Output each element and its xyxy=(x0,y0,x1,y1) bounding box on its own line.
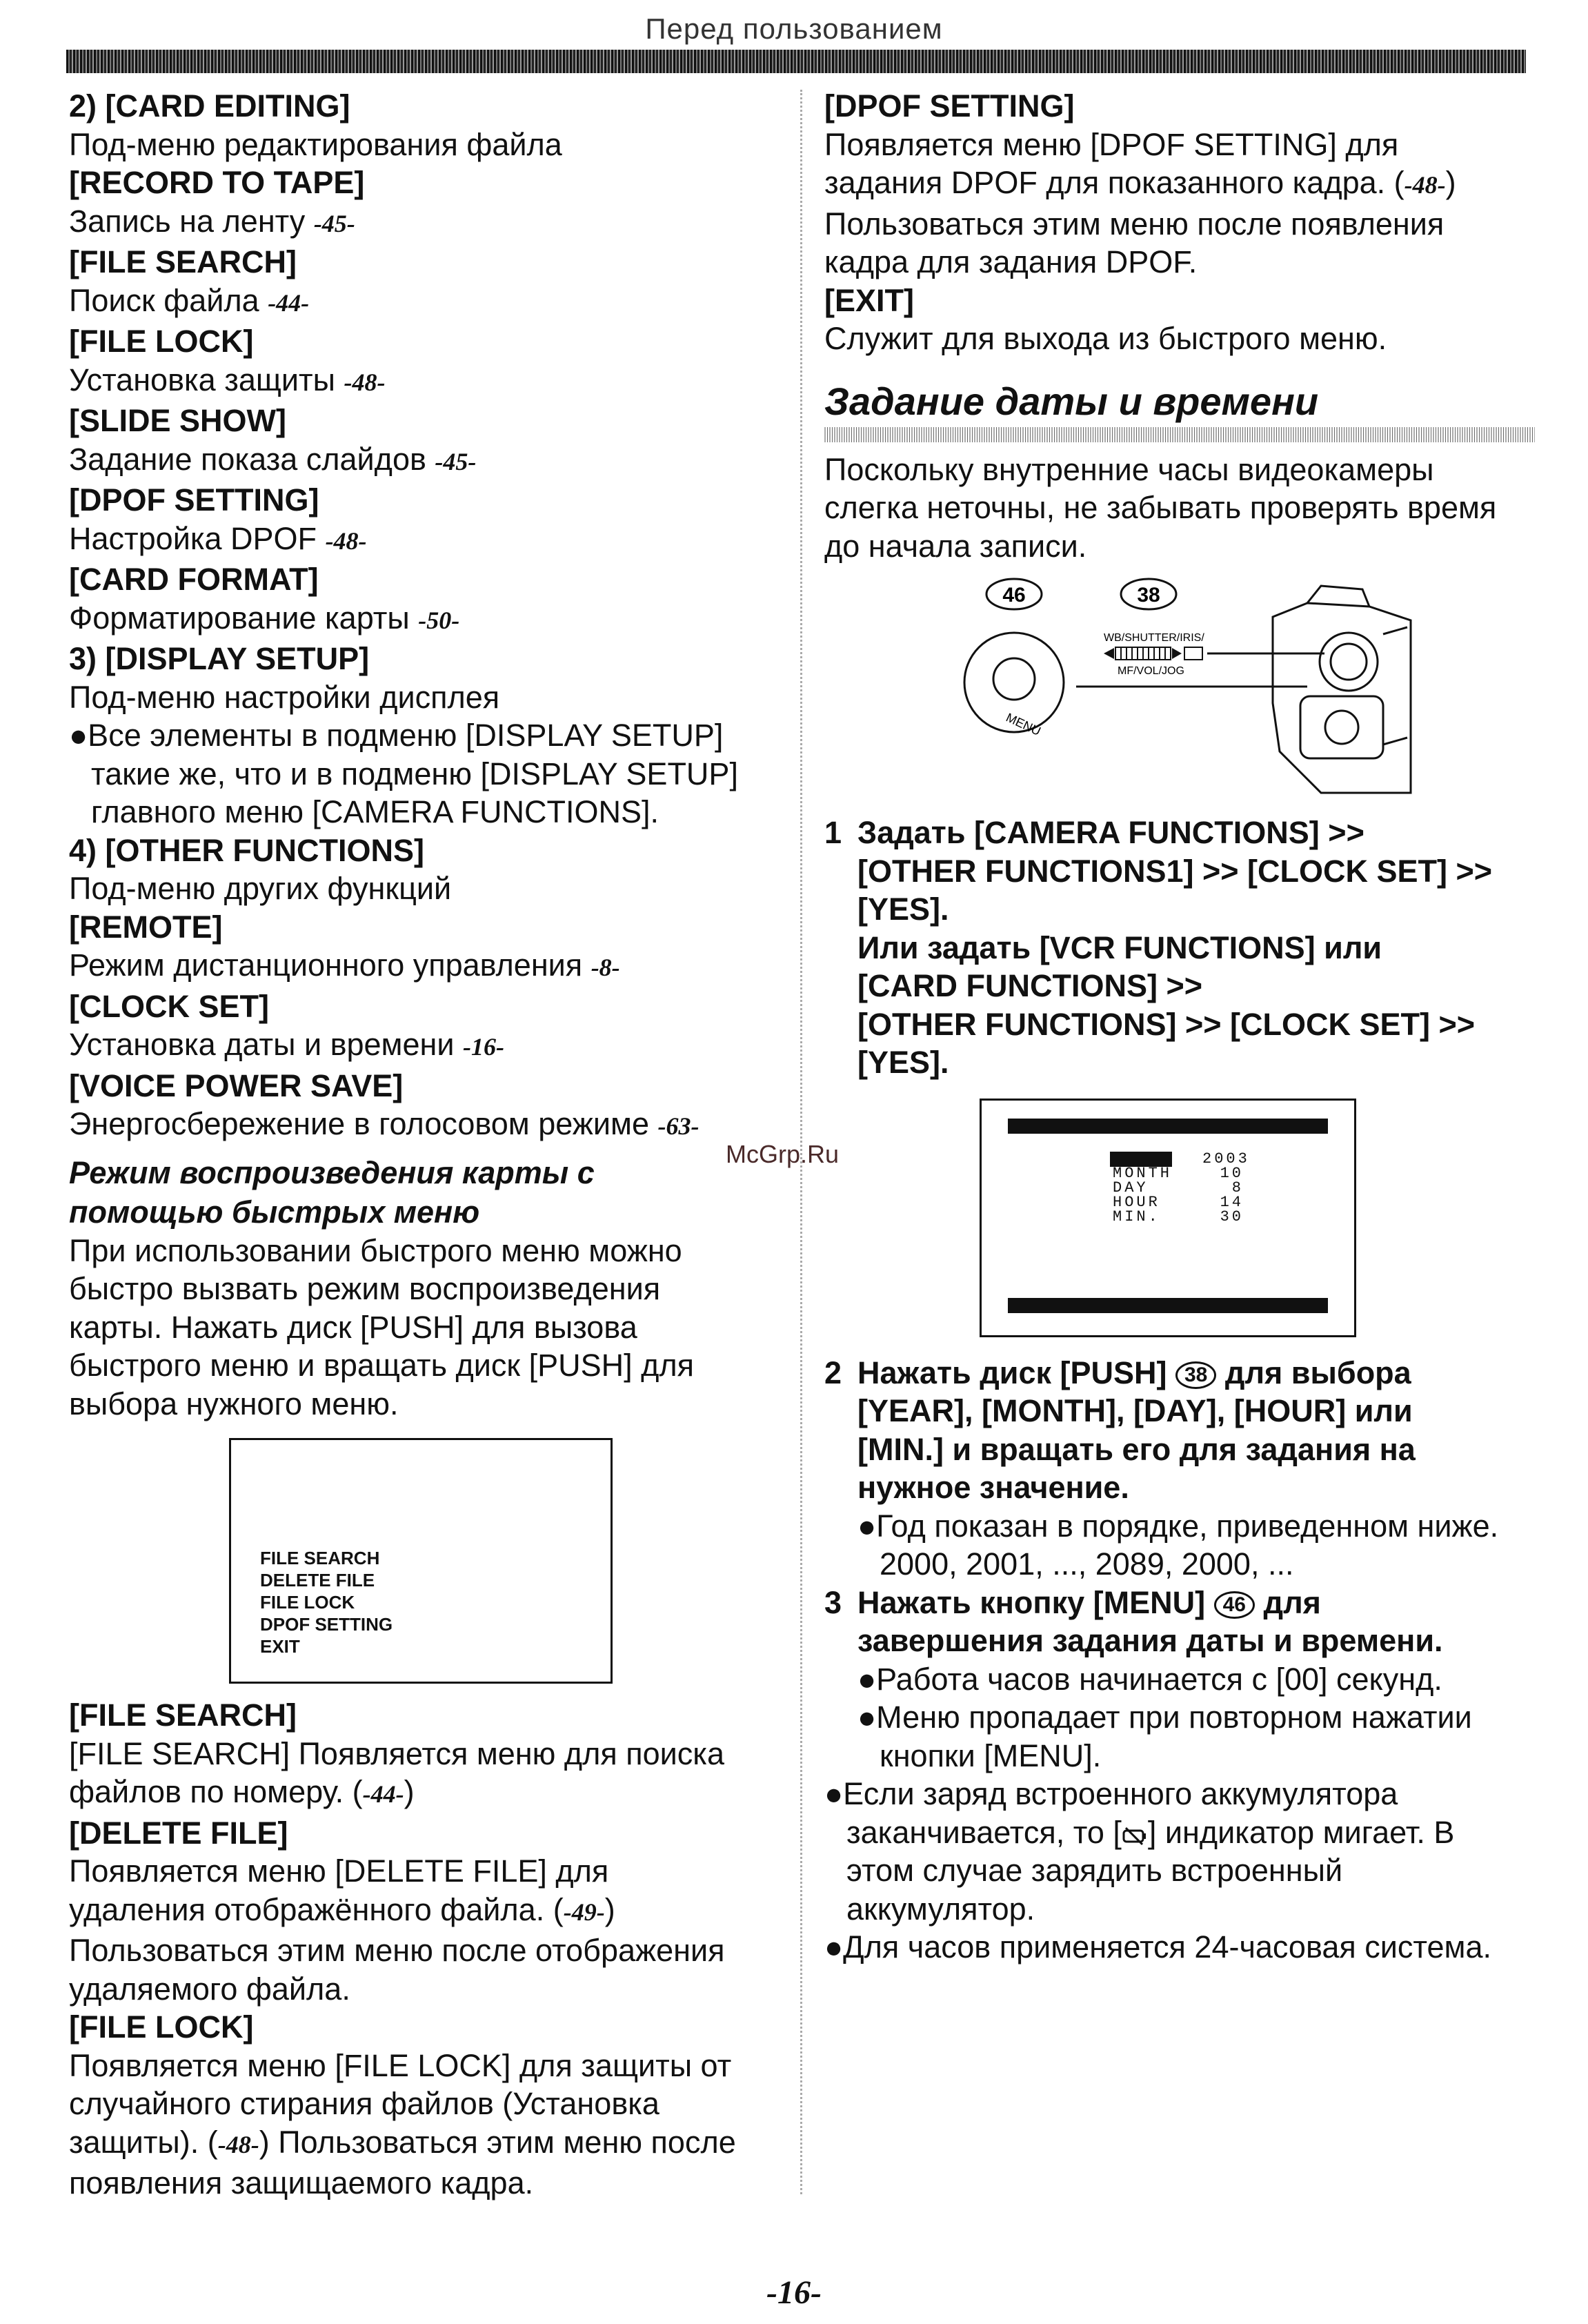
card-editing-heading: 2) [CARD EDITING] xyxy=(69,88,350,124)
file-search-title: [FILE SEARCH] xyxy=(69,244,297,279)
page-ref: -49- xyxy=(563,1898,605,1926)
step-2 xyxy=(824,1354,1535,1584)
fl-line: появления защищаемого кадра. xyxy=(69,2165,534,2200)
quick-menu-heading: помощью быстрых меню xyxy=(69,1194,480,1230)
dial-label-bottom: MF/VOL/JOG xyxy=(1118,665,1184,677)
page-ref: -44- xyxy=(362,1780,404,1808)
clock-row: DAY 8 xyxy=(1113,1179,1244,1197)
quick-menu-paragraph: выбора нужного меню. xyxy=(69,1386,399,1421)
left-column xyxy=(69,87,773,2203)
step-2-bullet: ●Год показан в порядке, приведенном ниже. xyxy=(857,1508,1499,1544)
other-functions-desc: Под-меню других функций xyxy=(69,871,452,906)
dpof-line: Появляется меню [DPOF SETTING] для xyxy=(824,126,1399,162)
quick-menu-list xyxy=(260,1547,393,1657)
step-2-line: нужное значение. xyxy=(857,1470,1129,1505)
step-2-line: [YEAR], [MONTH], [DAY], [HOUR] или xyxy=(857,1393,1413,1428)
callout-38-icon: 38 xyxy=(1175,1361,1216,1389)
page-ref: -48- xyxy=(325,526,367,555)
step-3-line: Нажать кнопку [MENU] 46 для xyxy=(857,1584,1321,1620)
display-setup-desc: Под-меню настройки дисплея xyxy=(69,679,500,715)
exit-line: Служит для выхода из быстрого меню. xyxy=(824,321,1387,356)
step-3-bullet: кнопки [MENU]. xyxy=(880,1737,1102,1773)
clock-set-title: [CLOCK SET] xyxy=(69,988,269,1024)
screen-top-bar xyxy=(1008,1119,1328,1134)
clock-row-year: 2003 xyxy=(1202,1150,1250,1168)
intro-line: до начала записи. xyxy=(824,528,1087,564)
fl-line: Появляется меню [FILE LOCK] для защиты от xyxy=(69,2047,732,2083)
dpof-setting-title: [DPOF SETTING] xyxy=(69,482,319,518)
step-3-bullet: ●Работа часов начинается с [00] секунд. xyxy=(857,1661,1442,1697)
callout-46-label: 46 xyxy=(1002,584,1026,607)
df-line: Пользоваться этим меню после отображения xyxy=(69,1933,725,1968)
step-2-line: [MIN.] и вращать его для задания на xyxy=(857,1431,1416,1467)
step-1 xyxy=(824,814,1535,1082)
dpof-line: кадра для задания DPOF. xyxy=(824,244,1198,279)
page-ref: -48- xyxy=(217,2130,259,2158)
fl-line: защиты). (-48-) Пользоваться этим меню после xyxy=(69,2124,736,2160)
quick-menu-item: FILE SEARCH xyxy=(260,1548,380,1568)
page-ref: -44- xyxy=(268,288,310,317)
callout-46-icon: 46 xyxy=(1214,1591,1255,1619)
df-line: Появляется меню [DELETE FILE] для xyxy=(69,1853,609,1889)
page-ref: -48- xyxy=(344,368,386,396)
clock-set-desc: Установка даты и времени -16- xyxy=(69,1027,505,1062)
fs-line: [FILE SEARCH] Появляется меню для поиска xyxy=(69,1735,725,1771)
step-3-line: завершения задания даты и времени. xyxy=(857,1623,1443,1658)
watermark: McGrp.Ru xyxy=(726,1140,840,1168)
intro-line: слегка неточны, не забывать проверять время xyxy=(824,490,1497,525)
page-ref: -50- xyxy=(418,606,460,634)
callout-38-label: 38 xyxy=(1137,584,1160,607)
remote-title: [REMOTE] xyxy=(69,909,223,945)
step-number: 3 xyxy=(824,1584,842,1620)
step-2-bullet: 2000, 2001, ..., 2089, 2000, ... xyxy=(880,1546,1294,1582)
page-ref: -16- xyxy=(463,1033,505,1061)
other-functions-heading: 4) [OTHER FUNCTIONS] xyxy=(69,832,424,868)
display-bullet-line: такие же, что и в подменю [DISPLAY SETUP] xyxy=(91,756,738,791)
camcorder-icon xyxy=(1273,586,1411,793)
fl-line: случайного стирания файлов (Установка xyxy=(69,2086,659,2121)
page-number: -16- xyxy=(766,2274,822,2311)
quick-menu-screen xyxy=(229,1438,613,1684)
clock-row: HOUR 14 xyxy=(1113,1193,1244,1211)
dpof-line: Пользоваться этим меню после появления xyxy=(824,206,1445,242)
page-ref: -45- xyxy=(435,447,477,475)
step-1-line: [YES]. xyxy=(857,892,949,927)
quick-menu-item: DPOF SETTING xyxy=(260,1614,393,1635)
section-title: Задание даты и времени xyxy=(824,379,1319,423)
exit-title: [EXIT] xyxy=(824,282,914,318)
voice-power-save-desc: Энергосбережение в голосовом режиме -63- xyxy=(69,1106,699,1141)
card-editing-desc: Под-меню редактирования файла xyxy=(69,126,562,162)
record-to-tape-desc: Запись на ленту -45- xyxy=(69,203,355,239)
page-header-title: Перед пользованием xyxy=(645,12,943,45)
step-3 xyxy=(824,1584,1535,1775)
header-bar xyxy=(66,50,1526,73)
card-format-title: [CARD FORMAT] xyxy=(69,562,319,597)
right-column xyxy=(824,87,1535,1967)
quick-menu-paragraph: быстро вызвать режим воспроизведения xyxy=(69,1271,661,1306)
step-1-line: [YES]. xyxy=(857,1045,949,1080)
step-1-line: Или задать [VCR FUNCTIONS] или xyxy=(857,929,1382,965)
record-to-tape-title: [RECORD TO TAPE] xyxy=(69,165,365,200)
page-ref: -48- xyxy=(1404,171,1446,199)
dpof-line: задания DPOF для показанного кадра. (-48-) xyxy=(824,165,1456,200)
step-1-line: [OTHER FUNCTIONS1] >> [CLOCK SET] >> xyxy=(857,853,1493,889)
quick-menu-item: FILE LOCK xyxy=(260,1592,355,1613)
file-lock-desc: Установка защиты -48- xyxy=(69,362,386,397)
page-ref: -8- xyxy=(590,954,620,981)
display-setup-heading: 3) [DISPLAY SETUP] xyxy=(69,641,370,676)
step-number: 1 xyxy=(824,815,842,850)
fs-line: файлов по номеру. (-44-) xyxy=(69,1774,415,1809)
slide-show-desc: Задание показа слайдов -45- xyxy=(69,441,477,477)
quick-menu-paragraph: При использовании быстрого меню можно xyxy=(69,1232,682,1268)
section-bar xyxy=(824,427,1535,442)
card-format-desc: Форматирование карты -50- xyxy=(69,600,460,636)
quick-menu-paragraph: карты. Нажать диск [PUSH] для вызова xyxy=(69,1309,637,1345)
file-search-desc: Поиск файла -44- xyxy=(69,282,310,318)
dial-label-top: WB/SHUTTER/IRIS/ xyxy=(1104,632,1204,644)
page-ref: -63- xyxy=(657,1112,699,1140)
battery-warning-icon xyxy=(1122,1815,1148,1850)
df-line: удаления отображённого файла. (-49-) xyxy=(69,1891,615,1927)
screen-bottom-bar xyxy=(1008,1298,1328,1313)
dpof-setting-desc: Настройка DPOF -48- xyxy=(69,520,367,556)
dpof-title: [DPOF SETTING] xyxy=(824,88,1075,124)
clock-row: MONTH 10 xyxy=(1113,1164,1244,1182)
display-bullet-line: ●Все элементы в подменю [DISPLAY SETUP] xyxy=(69,718,724,753)
quick-menu-paragraph: быстрого меню и вращать диск [PUSH] для xyxy=(69,1348,695,1383)
display-bullet-line: главного меню [CAMERA FUNCTIONS]. xyxy=(91,794,659,829)
fl-title: [FILE LOCK] xyxy=(69,2009,254,2045)
slide-show-title: [SLIDE SHOW] xyxy=(69,403,286,438)
clock-set-screen xyxy=(980,1099,1356,1337)
menu-button-label: MENU xyxy=(1004,710,1043,739)
note-line: аккумулятор. xyxy=(846,1891,1035,1927)
step-number: 2 xyxy=(824,1355,842,1390)
remote-desc: Режим дистанционного управления -8- xyxy=(69,947,620,983)
note-line: ●Для часов применяется 24-часовая система. xyxy=(824,1929,1491,1964)
clock-row: MIN. 30 xyxy=(1113,1208,1244,1225)
page-ref: -45- xyxy=(313,209,355,237)
step-1-line: [CARD FUNCTIONS] >> xyxy=(857,968,1203,1003)
quick-menu-heading: Режим воспроизведения карты с xyxy=(69,1154,595,1190)
note-line: ●Если заряд встроенного аккумулятора xyxy=(824,1776,1398,1811)
step-1-line: Задать [CAMERA FUNCTIONS] >> xyxy=(857,815,1364,850)
note-line: заканчивается, то [ ] индикатор мигает. В xyxy=(846,1814,1455,1850)
step-3-bullet: ●Меню пропадает при повторном нажатии xyxy=(857,1700,1472,1735)
df-line: удаляемого файла. xyxy=(69,1971,350,2007)
voice-power-save-title: [VOICE POWER SAVE] xyxy=(69,1067,404,1103)
df-title: [DELETE FILE] xyxy=(69,1815,288,1851)
step-1-line: [OTHER FUNCTIONS] >> [CLOCK SET] >> xyxy=(857,1006,1476,1042)
intro-line: Поскольку внутренние часы видеокамеры xyxy=(824,451,1434,487)
step-2-line: Нажать диск [PUSH] 38 для выбора xyxy=(857,1355,1411,1390)
fs-title: [FILE SEARCH] xyxy=(69,1697,297,1733)
camera-diagram xyxy=(824,565,1535,814)
note-line: этом случае зарядить встроенный xyxy=(846,1853,1343,1888)
quick-menu-item: EXIT xyxy=(260,1636,300,1657)
quick-menu-item: DELETE FILE xyxy=(260,1570,375,1591)
file-lock-title: [FILE LOCK] xyxy=(69,324,254,359)
camera-diagram-svg xyxy=(824,565,1535,814)
